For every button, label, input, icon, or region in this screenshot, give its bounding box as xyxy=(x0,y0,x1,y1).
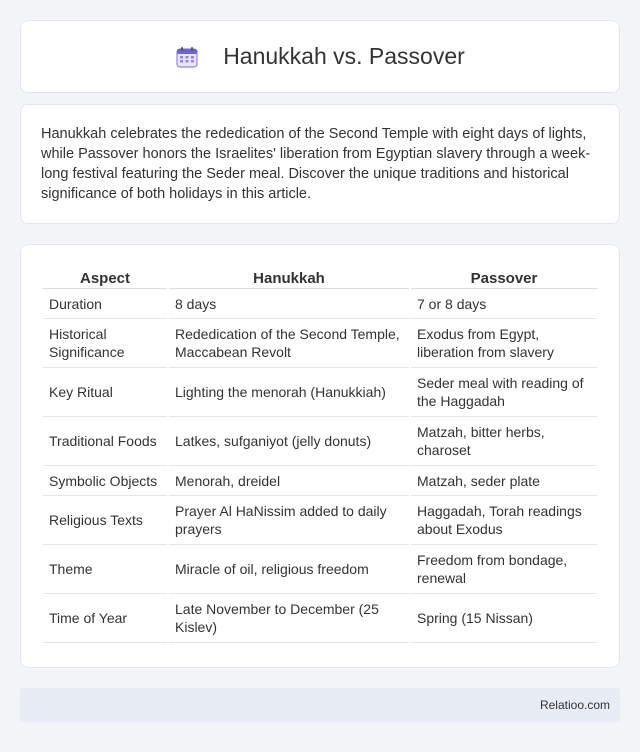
table-cell: 8 days xyxy=(169,289,409,319)
table-header-row xyxy=(43,265,597,289)
table-cell: Seder meal with reading of the Haggadah xyxy=(411,368,597,417)
table-cell: Religious Texts xyxy=(43,496,167,545)
table-cell: Matzah, bitter herbs, charoset xyxy=(411,417,597,466)
table-cell: Time of Year xyxy=(43,594,167,643)
calendar-icon xyxy=(175,45,199,69)
table-row xyxy=(43,466,597,496)
table-cell: Key Ritual xyxy=(43,368,167,417)
table-row xyxy=(43,289,597,319)
header-card xyxy=(20,20,620,93)
table-row xyxy=(43,545,597,594)
table-cell: Symbolic Objects xyxy=(43,466,167,496)
column-header-passover: Passover xyxy=(411,265,597,289)
comparison-card xyxy=(20,244,620,668)
table-cell: Menorah, dreidel xyxy=(169,466,409,496)
comparison-table xyxy=(41,265,599,643)
table-row xyxy=(43,496,597,545)
table-cell: Duration xyxy=(43,289,167,319)
table-cell: Traditional Foods xyxy=(43,417,167,466)
table-cell: Exodus from Egypt, liberation from slavery xyxy=(411,319,597,368)
table-cell: Miracle of oil, religious freedom xyxy=(169,545,409,594)
intro-text: Hanukkah celebrates the rededication of the Second Temple with eight days of lights, while Passover honors the Israelites' liberation from Egyptian slavery through a week-long festival featuring the Seder meal. Discover the unique traditions and historical significance of both holidays in this article. xyxy=(41,126,591,202)
table-cell: Rededication of the Second Temple, Maccabean Revolt xyxy=(169,319,409,368)
table-row xyxy=(43,368,597,417)
table-cell: Prayer Al HaNissim added to daily prayers xyxy=(169,496,409,545)
footer-site-link[interactable]: Relatioo.com xyxy=(539,698,610,712)
page-title: Hanukkah vs. Passover xyxy=(223,43,465,69)
column-header-aspect: Aspect xyxy=(43,265,167,289)
footer xyxy=(20,688,620,722)
table-row xyxy=(43,417,597,466)
column-header-hanukkah: Hanukkah xyxy=(169,265,409,289)
table-cell: Haggadah, Torah readings about Exodus xyxy=(411,496,597,545)
table-cell: Freedom from bondage, renewal xyxy=(411,545,597,594)
table-cell: Lighting the menorah (Hanukkiah) xyxy=(169,368,409,417)
table-cell: Latkes, sufganiyot (jelly donuts) xyxy=(169,417,409,466)
table-cell: Spring (15 Nissan) xyxy=(411,594,597,643)
table-cell: Historical Significance xyxy=(43,319,167,368)
table-cell: Matzah, seder plate xyxy=(411,466,597,496)
table-cell: 7 or 8 days xyxy=(411,289,597,319)
table-row xyxy=(43,319,597,368)
table-cell: Theme xyxy=(43,545,167,594)
table-cell: Late November to December (25 Kislev) xyxy=(169,594,409,643)
intro-card xyxy=(20,104,620,224)
table-row xyxy=(43,594,597,643)
